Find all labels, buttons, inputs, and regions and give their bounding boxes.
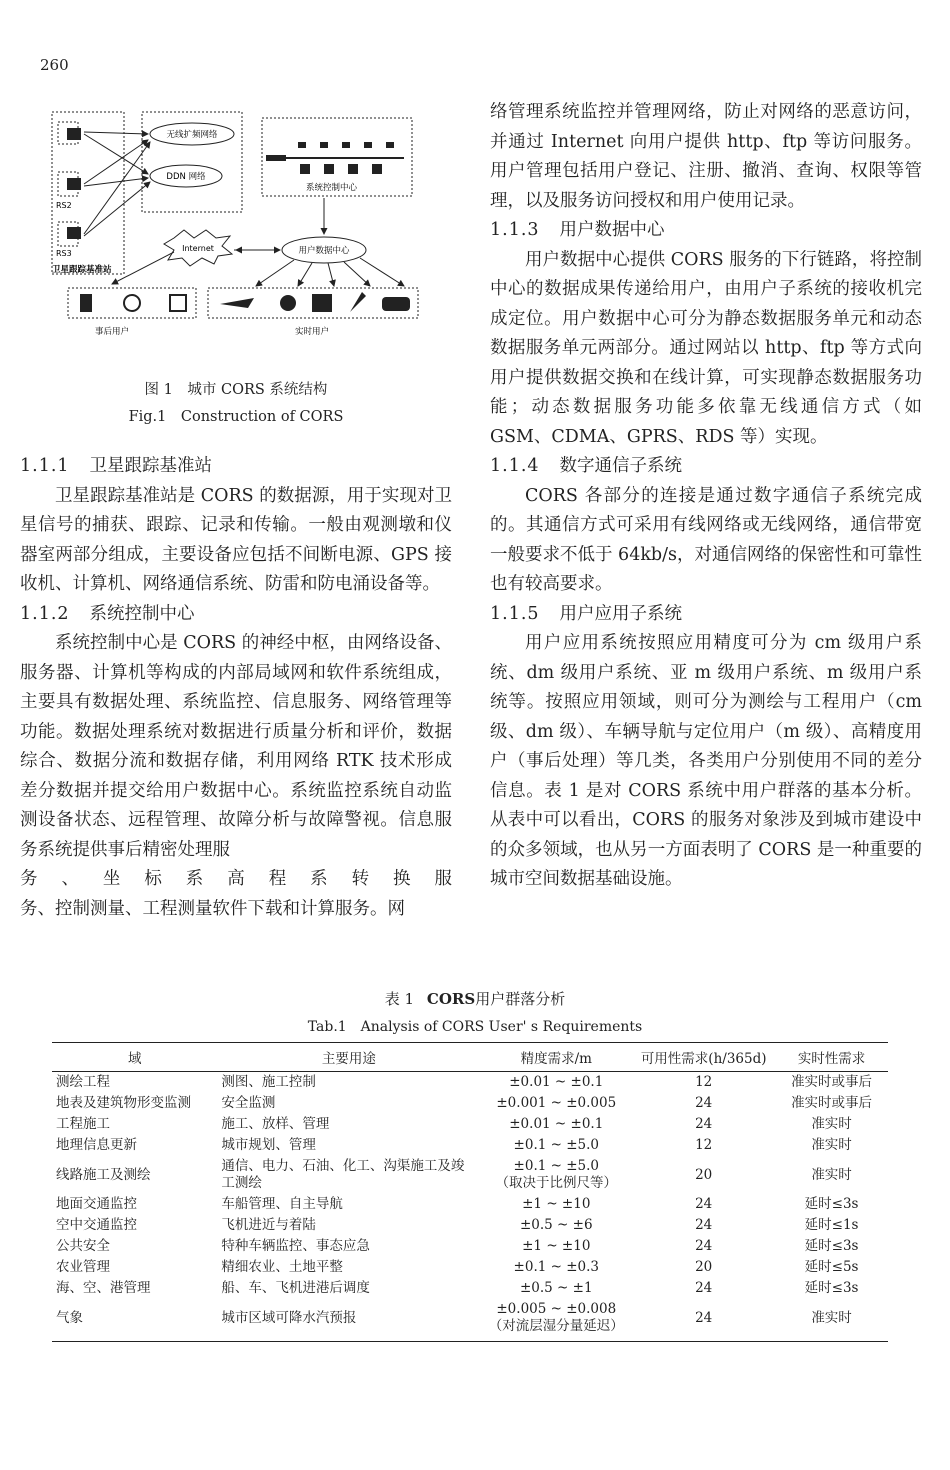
cell-realtime: 准实时 <box>775 1299 888 1342</box>
cors-structure-figure <box>44 100 456 350</box>
internet-label: Internet <box>182 244 214 253</box>
cell-realtime: 准实时或事后 <box>791 1074 873 1090</box>
table-row <box>52 1236 888 1257</box>
header-realtime: 实时性需求 <box>775 1043 888 1072</box>
ddn-label: DDN 网络 <box>166 172 206 182</box>
cell-availability: 24 <box>695 1196 713 1212</box>
cell-realtime: 延时≤3s <box>804 1280 859 1296</box>
wireless-label: 无线扩频网络 <box>166 130 218 140</box>
cell-usage: 飞机进近与着陆 <box>221 1217 316 1233</box>
table-row <box>52 1215 888 1236</box>
table-row <box>52 1257 888 1278</box>
cell-precision: ±0.5 ~ ±6 <box>519 1217 593 1233</box>
cell-usage: 施工、放样、管理 <box>221 1116 330 1132</box>
table-row <box>52 1278 888 1299</box>
post-users-label: 事后用户 <box>94 327 130 337</box>
cell-usage: 城市区域可降水汽预报 <box>217 1299 480 1342</box>
control-center-label: 系统控制中心 <box>306 183 358 193</box>
rs2-label: RS2 <box>56 201 72 210</box>
table-row <box>52 1156 888 1194</box>
table-row <box>52 1114 888 1135</box>
table-row <box>52 1194 888 1215</box>
cell-precision: ±1 ~ ±10 <box>522 1196 591 1212</box>
table-row <box>52 1072 888 1094</box>
table-row <box>52 1135 888 1156</box>
cell-availability: 20 <box>695 1259 713 1275</box>
section-heading-114: 1.1.4 数字通信子系统 <box>490 456 683 476</box>
cell-availability: 20 <box>695 1166 713 1183</box>
cell-precision: ±0.1 ~ ±0.3 <box>513 1259 600 1275</box>
cell-precision: ±0.1 ~ ±5.0 （取决于比例尺等） <box>495 1158 618 1191</box>
paragraph-112-tail: 务、控制测量、工程测量软件下载和计算服务。网 <box>20 898 405 919</box>
rs3-label: RS3 <box>56 249 72 258</box>
cell-realtime: 准实时 <box>811 1137 852 1153</box>
cell-availability: 24 <box>632 1299 775 1342</box>
paragraph-112-spread-line: 务、坐标系高程系转换服 <box>20 869 452 889</box>
cell-availability: 12 <box>695 1137 713 1153</box>
cell-availability: 12 <box>695 1074 713 1090</box>
header-usage: 主要用途 <box>217 1043 480 1072</box>
cell-usage: 通信、电力、石油、化工、沟渠施工及竣工测绘 <box>221 1158 465 1191</box>
cell-availability: 24 <box>695 1116 713 1132</box>
cell-precision: ±0.005 ~ ±0.008 （对流层湿分量延迟） <box>480 1299 632 1342</box>
realtime-users-label: 实时用户 <box>294 327 330 337</box>
cell-domain: 海、空、港管理 <box>56 1280 151 1296</box>
cell-usage: 城市规划、管理 <box>221 1137 316 1153</box>
cell-realtime: 准实时 <box>811 1116 852 1132</box>
cell-usage: 精细农业、土地平整 <box>221 1259 343 1275</box>
header-precision: 精度需求/m <box>480 1043 632 1072</box>
cell-realtime: 准实时或事后 <box>791 1095 873 1111</box>
table-header-row <box>52 1043 888 1072</box>
paragraph-113: 用户数据中心提供 CORS 服务的下行链路，将控制中心的数据成果传递给用户，由用户子系统的接收机完成定位。用户数据中心可分为静态数据服务单元和动态数据服务单元两部分。通过网站以 http、ftp 等方式向用户提供数据交换和在线计算，可实现静态数据服务功能；动态数据服务功能多依靠无线通信方式（如 GSM、CDMA、GPRS、RDS 等）实现。 <box>490 249 922 447</box>
cell-availability: 24 <box>695 1217 713 1233</box>
cell-domain: 工程施工 <box>56 1116 110 1132</box>
cell-availability: 24 <box>695 1238 713 1254</box>
page-number: 260 <box>40 56 69 74</box>
paragraph-115: 用户应用系统按照应用精度可分为 cm 级用户系统、dm 级用户系统、亚 m 级用户系统、m 级用户系统等。按照应用领域，则可分为测绘与工程用户（cm 级、dm 级）、车辆导航与定位用户（m 级）、高精度用户（事后处理）等几类，各类用户分别使用不同的差分信息。表 1 是对 CORS 系统中用户群落的基本分析。从表中可以看出，CORS 的服务对象涉及到城市建设中的众多领域，也从另一方面表明了 CORS 是一种重要的城市空间数据基础设施。 <box>490 633 922 889</box>
cell-realtime: 延时≤1s <box>804 1217 859 1233</box>
paragraph-continued: 络管理系统监控并管理网络，防止对网络的恶意访问，并通过 Internet 向用户提供 http、ftp 等访问服务。用户管理包括用户登记、注册、撤消、查询、权限等管理，以及服务访问授权和用户使用记录。 <box>490 102 922 211</box>
user-data-center-label: 用户数据中心 <box>298 246 350 256</box>
cell-domain: 地表及建筑物形变监测 <box>56 1095 191 1111</box>
section-heading-111: 1.1.1 卫星跟踪基准站 <box>20 456 213 476</box>
cell-realtime: 延时≤3s <box>804 1196 859 1212</box>
section-heading-113: 1.1.3 用户数据中心 <box>490 220 665 240</box>
section-heading-115: 1.1.5 用户应用子系统 <box>490 603 683 624</box>
cell-domain: 地面交通监控 <box>56 1196 137 1212</box>
figure-caption-cn: 图 1 城市 CORS 系统结构 <box>144 382 328 398</box>
cell-usage: 特种车辆监控、事态应急 <box>221 1238 370 1254</box>
table-row <box>52 1299 888 1342</box>
table-caption-cn: 表 1 CORS用户群落分析 <box>384 990 566 1008</box>
cell-usage: 测图、施工控制 <box>221 1074 316 1090</box>
cell-availability: 24 <box>695 1280 713 1296</box>
header-availability: 可用性需求(h/365d) <box>632 1043 775 1072</box>
cell-domain: 公共安全 <box>56 1238 110 1254</box>
table-row <box>52 1093 888 1114</box>
section-heading-112: 1.1.2 系统控制中心 <box>20 603 195 624</box>
cell-usage: 车船管理、自主导航 <box>221 1196 343 1212</box>
paragraph-114: CORS 各部分的连接是通过数字通信子系统完成的。其通信方式可采用有线网络或无线网络，通信带宽一般要求不低于 64kb/s，对通信网络的保密性和可靠性也有较高要求。 <box>490 485 923 594</box>
cell-precision: ±0.01 ~ ±0.1 <box>509 1074 604 1090</box>
cell-domain: 地理信息更新 <box>56 1137 137 1153</box>
cell-domain: 测绘工程 <box>56 1074 110 1090</box>
cell-domain: 气象 <box>52 1299 217 1342</box>
paragraph-112: 系统控制中心是 CORS 的神经中枢，由网络设备、服务器、计算机等构成的内部局域网和软件系统组成，主要具有数据处理、系统监控、信息服务、网络管理等功能。数据处理系统对数据进行质量分析和评价，数据综合、数据分流和数据存储，利用网络 RTK 技术形成差分数据并提交给用户数据中心。系统监控系统自动监测设备状态、远程管理、故障分析与故障警视。信息服务系统提供事后精密处理服 <box>20 633 452 860</box>
paragraph-111: 卫星跟踪基准站是 CORS 的数据源，用于实现对卫星信号的捕获、跟踪、记录和传输。一般由观测墩和仪器室两部分组成，主要设备应包括不间断电源、GPS 接收机、计算机、网络通信系统、防雷和防电涌设备等。 <box>20 485 452 594</box>
cell-realtime: 延时≤5s <box>804 1259 859 1275</box>
cell-usage: 安全监测 <box>221 1095 276 1111</box>
header-domain: 域 <box>52 1043 217 1072</box>
left-column <box>20 452 452 924</box>
cell-availability: 24 <box>695 1095 713 1111</box>
table-caption-en: Tab.1 Analysis of CORS User' s Requirements <box>307 1019 643 1035</box>
figure-caption-en: Fig.1 Construction of CORS <box>128 409 344 425</box>
cell-usage: 船、车、飞机进港后调度 <box>221 1280 370 1296</box>
cell-realtime: 延时≤3s <box>804 1238 859 1254</box>
cell-precision: ±1 ~ ±10 <box>522 1238 591 1254</box>
cell-domain: 线路施工及测绘 <box>56 1166 151 1183</box>
station-group-label: 卫星跟踪基准站 <box>52 265 112 275</box>
cell-domain: 空中交通监控 <box>56 1217 137 1233</box>
cell-domain: 农业管理 <box>56 1259 110 1275</box>
cell-precision: ±0.01 ~ ±0.1 <box>509 1116 604 1132</box>
cell-precision: ±0.5 ~ ±1 <box>519 1280 593 1296</box>
cell-precision: ±0.1 ~ ±5.0 <box>513 1137 600 1153</box>
right-column <box>490 98 922 895</box>
user-requirements-table <box>52 1042 888 1342</box>
cell-precision: ±0.001 ~ ±0.005 <box>496 1095 617 1111</box>
cell-realtime: 准实时 <box>811 1166 852 1183</box>
